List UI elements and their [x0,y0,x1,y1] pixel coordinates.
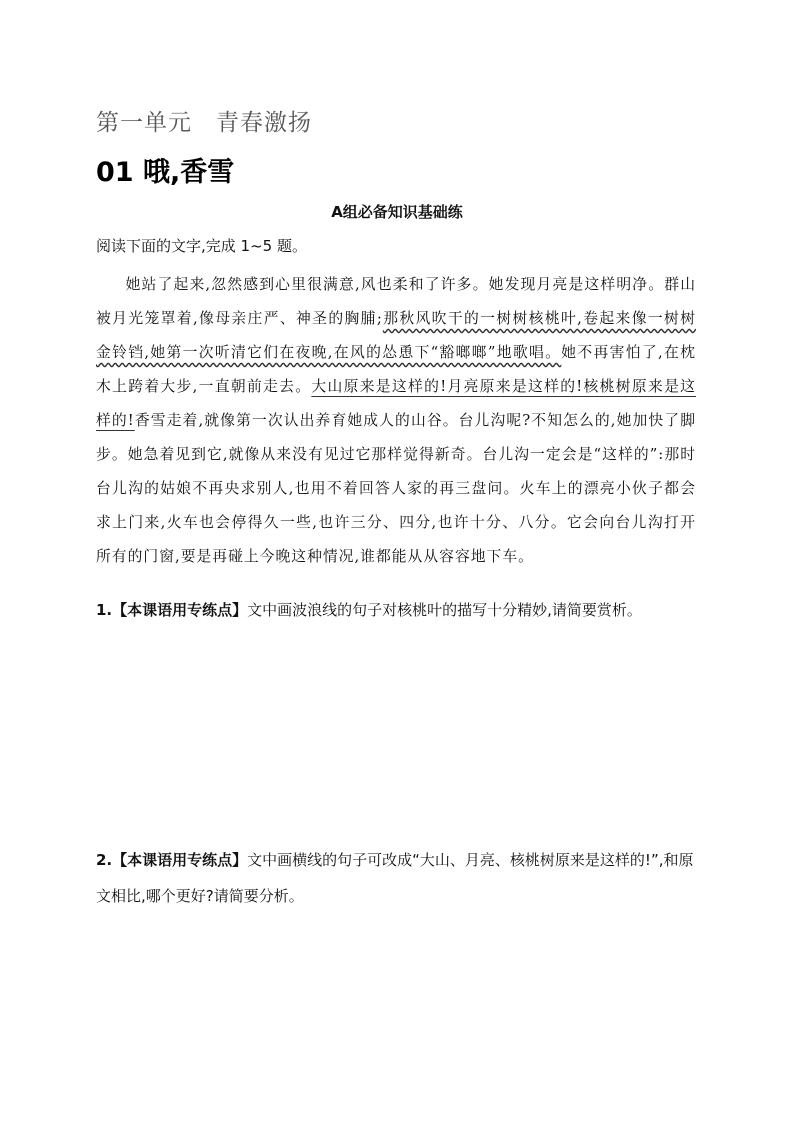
question-tag: 【本课语用专练点】 [112,851,248,869]
question-tag: 【本课语用专练点】 [112,601,248,619]
unit-title [96,104,312,137]
question-1 [96,592,696,628]
question-number: 2. [96,851,113,869]
question-number: 1. [96,601,113,619]
reading-passage [96,268,696,574]
wavy-underlined-sentence: 那秋风吹干的一树树核桃叶,卷起来像一树树金铃铛,她第一次听清它们在夜晚,在风的怂恿下“豁啷啷”地歌唱。 [96,310,696,361]
passage-text-1: 她站了起来,忽然感到心里很满意,风也柔和了许多。她发现月亮是这样明净。群山被月光笼罩着,像母亲庄严、神圣的胸脯; [96,276,696,327]
question-2 [96,842,696,914]
passage-text-3: 香雪走着,就像第一次认出养育她成人的山谷。台儿沟呢?不知怎么的,她加快了脚步。她急着见到它,就像从来没有见过它那样觉得新奇。台儿沟一定会是“这样的”:那时台儿沟的姑娘不再央求别人,也用不着回答人家的再三盘问。火车上的漂亮小伙子都会求上门来,火车也会停得久一些,也许三分、四分,也许十分、八分。它会向台儿沟打开所有的门窗,要是再碰上今晚这种情况,谁都能从从容容地下车。 [96,412,696,565]
passage-text-2: 她不再害怕了,在枕木上跨着大步,一直朝前走去。 [96,344,696,395]
question-text: 文中画波浪线的句子对核桃叶的描写十分精妙,请简要赏析。 [247,601,642,619]
question-text: 文中画横线的句子可改成“大山、月亮、核桃树原来是这样的!”,和原文相比,哪个更好?请简要分析。 [96,851,694,905]
section-title: A组必备知识基础练 [331,203,463,221]
underlined-sentence: 大山原来是这样的!月亮原来是这样的!核桃树原来是这样的! [96,378,696,429]
unit-label: 第一单元 [96,110,192,136]
reading-instruction: 阅读下面的文字,完成 1~5 题。 [96,237,307,255]
lesson-title: 01 哦,香雪 [96,157,235,188]
unit-theme: 青春激扬 [216,110,312,136]
